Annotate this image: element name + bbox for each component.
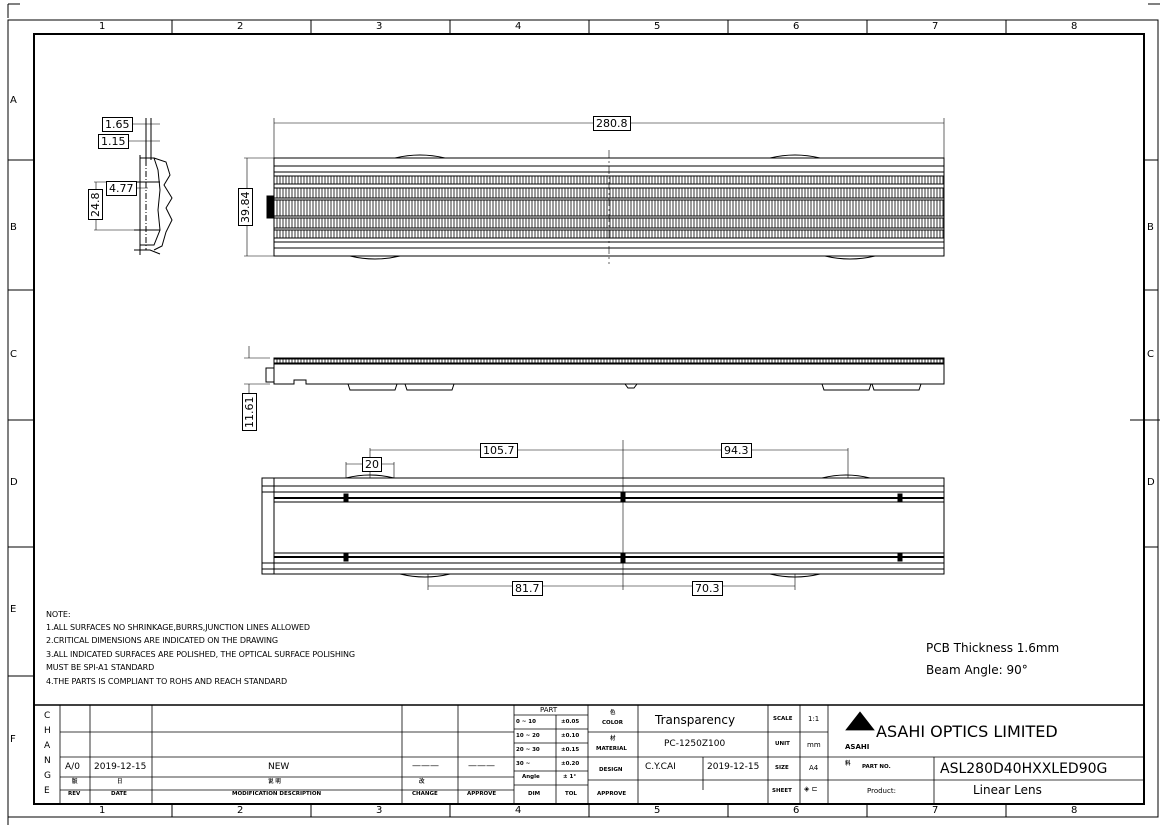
change-letter-h: H [44,726,51,736]
grid-col-2-top: 2 [237,21,244,32]
tol-value-2: ±0.10 [561,733,580,739]
unit-value: mm [807,741,821,749]
grid-col-5-top: 5 [654,21,661,32]
note-line-1: 1.ALL SURFACES NO SHRINKAGE,BURRS,JUNCTION LINES ALLOWED [46,623,310,632]
grid-col-5-bottom: 5 [654,805,661,816]
part-header: PART [540,706,558,714]
product-label: Product: [867,787,896,795]
dim-4-77: 4.77 [106,181,137,196]
beam-angle: Beam Angle: 90° [926,663,1028,677]
rev-description: NEW [268,762,290,772]
rev-change-mark: ——— [412,761,439,771]
dim-280-8: 280.8 [593,116,631,131]
grid-col-4-bottom: 4 [515,805,522,816]
hdr-date: DATE [111,791,127,797]
company-name: ASAHI OPTICS LIMITED [876,722,1058,741]
grid-col-3-top: 3 [376,21,383,32]
dim-94-3: 94.3 [721,443,752,458]
dim-label: DIM [528,791,541,797]
note-line-4: MUST BE SPI-A1 STANDARD [46,663,155,672]
color-label-cn: 色 [610,710,616,716]
dim-11-61: 11.61 [242,394,257,432]
scale-value: 1:1 [808,715,820,723]
tol-range-4: 30 ~ [516,761,531,767]
part-no-label: PART NO. [862,764,891,770]
change-letter-e: E [44,786,50,796]
grid-row-d-right: D [1147,477,1155,488]
color-value: Transparency [655,713,736,727]
dim-1-65: 1.65 [102,117,133,132]
grid-col-2-bottom: 2 [237,805,244,816]
design-label: DESIGN [599,767,623,773]
tol-value-3: ±0.15 [561,747,580,753]
grid-row-d-left: D [10,477,18,488]
change-letter-g: G [44,771,51,781]
tol-value-4: ±0.20 [561,761,580,767]
notes-title: NOTE: [46,610,71,619]
dim-105-7: 105.7 [480,443,518,458]
hdr-desc-cn: 说 明 [268,779,281,785]
dim-81-7: 81.7 [512,581,543,596]
change-letter-n: N [44,756,51,766]
tol-range-1: 0 ~ 10 [516,719,536,725]
grid-col-1-top: 1 [99,21,106,32]
hdr-change: CHANGE [412,791,438,797]
sheet-label: SHEET [772,788,792,794]
hdr-rev-cn: 版 [72,779,78,785]
rev-date: 2019-12-15 [94,762,147,772]
grid-col-6-bottom: 6 [793,805,800,816]
designer: C.Y.CAI [645,762,676,772]
grid-col-8-top: 8 [1071,21,1078,32]
design-date: 2019-12-15 [707,762,760,772]
grid-row-e-left: E [10,604,17,615]
product-value: Linear Lens [973,783,1042,797]
note-line-2: 2.CRITICAL DIMENSIONS ARE INDICATED ON THE DRAWING [46,636,279,645]
tol-range-3: 20 ~ 30 [516,747,540,753]
hdr-date-cn: 日 [117,779,123,785]
grid-row-f-left: F [10,734,16,745]
approve-label: APPROVE [597,791,627,797]
grid-col-8-bottom: 8 [1071,805,1078,816]
scale-label: SCALE [773,716,793,722]
hdr-desc: MODIFICATION DESCRIPTION [232,791,322,797]
grid-row-a-left: A [10,95,17,106]
grid-row-b-right: B [1147,222,1154,233]
hdr-rev: REV [68,791,81,797]
note-line-5: 4.THE PARTS IS COMPLIANT TO ROHS AND REACH STANDARD [46,677,288,686]
grid-col-1-bottom: 1 [99,805,106,816]
projection-symbol-icon: ◈ ⊏ [804,785,818,793]
note-line-3: 3.ALL INDICATED SURFACES ARE POLISHED, THE OPTICAL SURFACE POLISHING [46,650,355,659]
tol-value-5: ± 1° [563,774,577,780]
tol-value-1: ±0.05 [561,719,580,725]
dim-20: 20 [362,457,382,472]
hdr-approve: APPROVE [467,791,497,797]
color-label: COLOR [602,720,623,726]
part-no-value: ASL280D40HXXLED90G [940,761,1108,777]
grid-col-7-top: 7 [932,21,939,32]
dim-39-84: 39.84 [238,189,253,227]
rev-value: A/0 [65,762,80,772]
logo-text: ASAHI [845,743,870,751]
side-view-lens [244,346,944,400]
dim-24-8: 24.8 [88,190,103,221]
size-label: SIZE [775,765,789,771]
grid-row-c-left: C [10,349,17,360]
grid-col-4-top: 4 [515,21,522,32]
dim-1-15: 1.15 [98,134,129,149]
grid-row-b-left: B [10,222,17,233]
grid-col-3-bottom: 3 [376,805,383,816]
dim-70-3: 70.3 [692,581,723,596]
tol-range-5: Angle [522,774,540,780]
material-label-cn: 材 [610,736,616,742]
material-value: PC-1250Z100 [664,739,726,749]
sheet-frame [8,4,1160,825]
rev-approve-mark: ——— [468,761,495,771]
tol-range-2: 10 ~ 20 [516,733,540,739]
grid-col-7-bottom: 7 [932,805,939,816]
size-value: A4 [809,764,819,772]
unit-label: UNIT [775,741,790,747]
change-letter-c: C [44,711,51,721]
material-label: MATERIAL [596,746,627,752]
tol-label: TOL [565,791,577,797]
part-no-label-cn: 料 [845,761,851,767]
change-letter-a: A [44,741,51,751]
pcb-thickness: PCB Thickness 1.6mm [926,641,1060,655]
grid-row-c-right: C [1147,349,1154,360]
grid-col-6-top: 6 [793,21,800,32]
top-view-lens [244,118,944,264]
hdr-change-cn: 改 [419,779,425,785]
